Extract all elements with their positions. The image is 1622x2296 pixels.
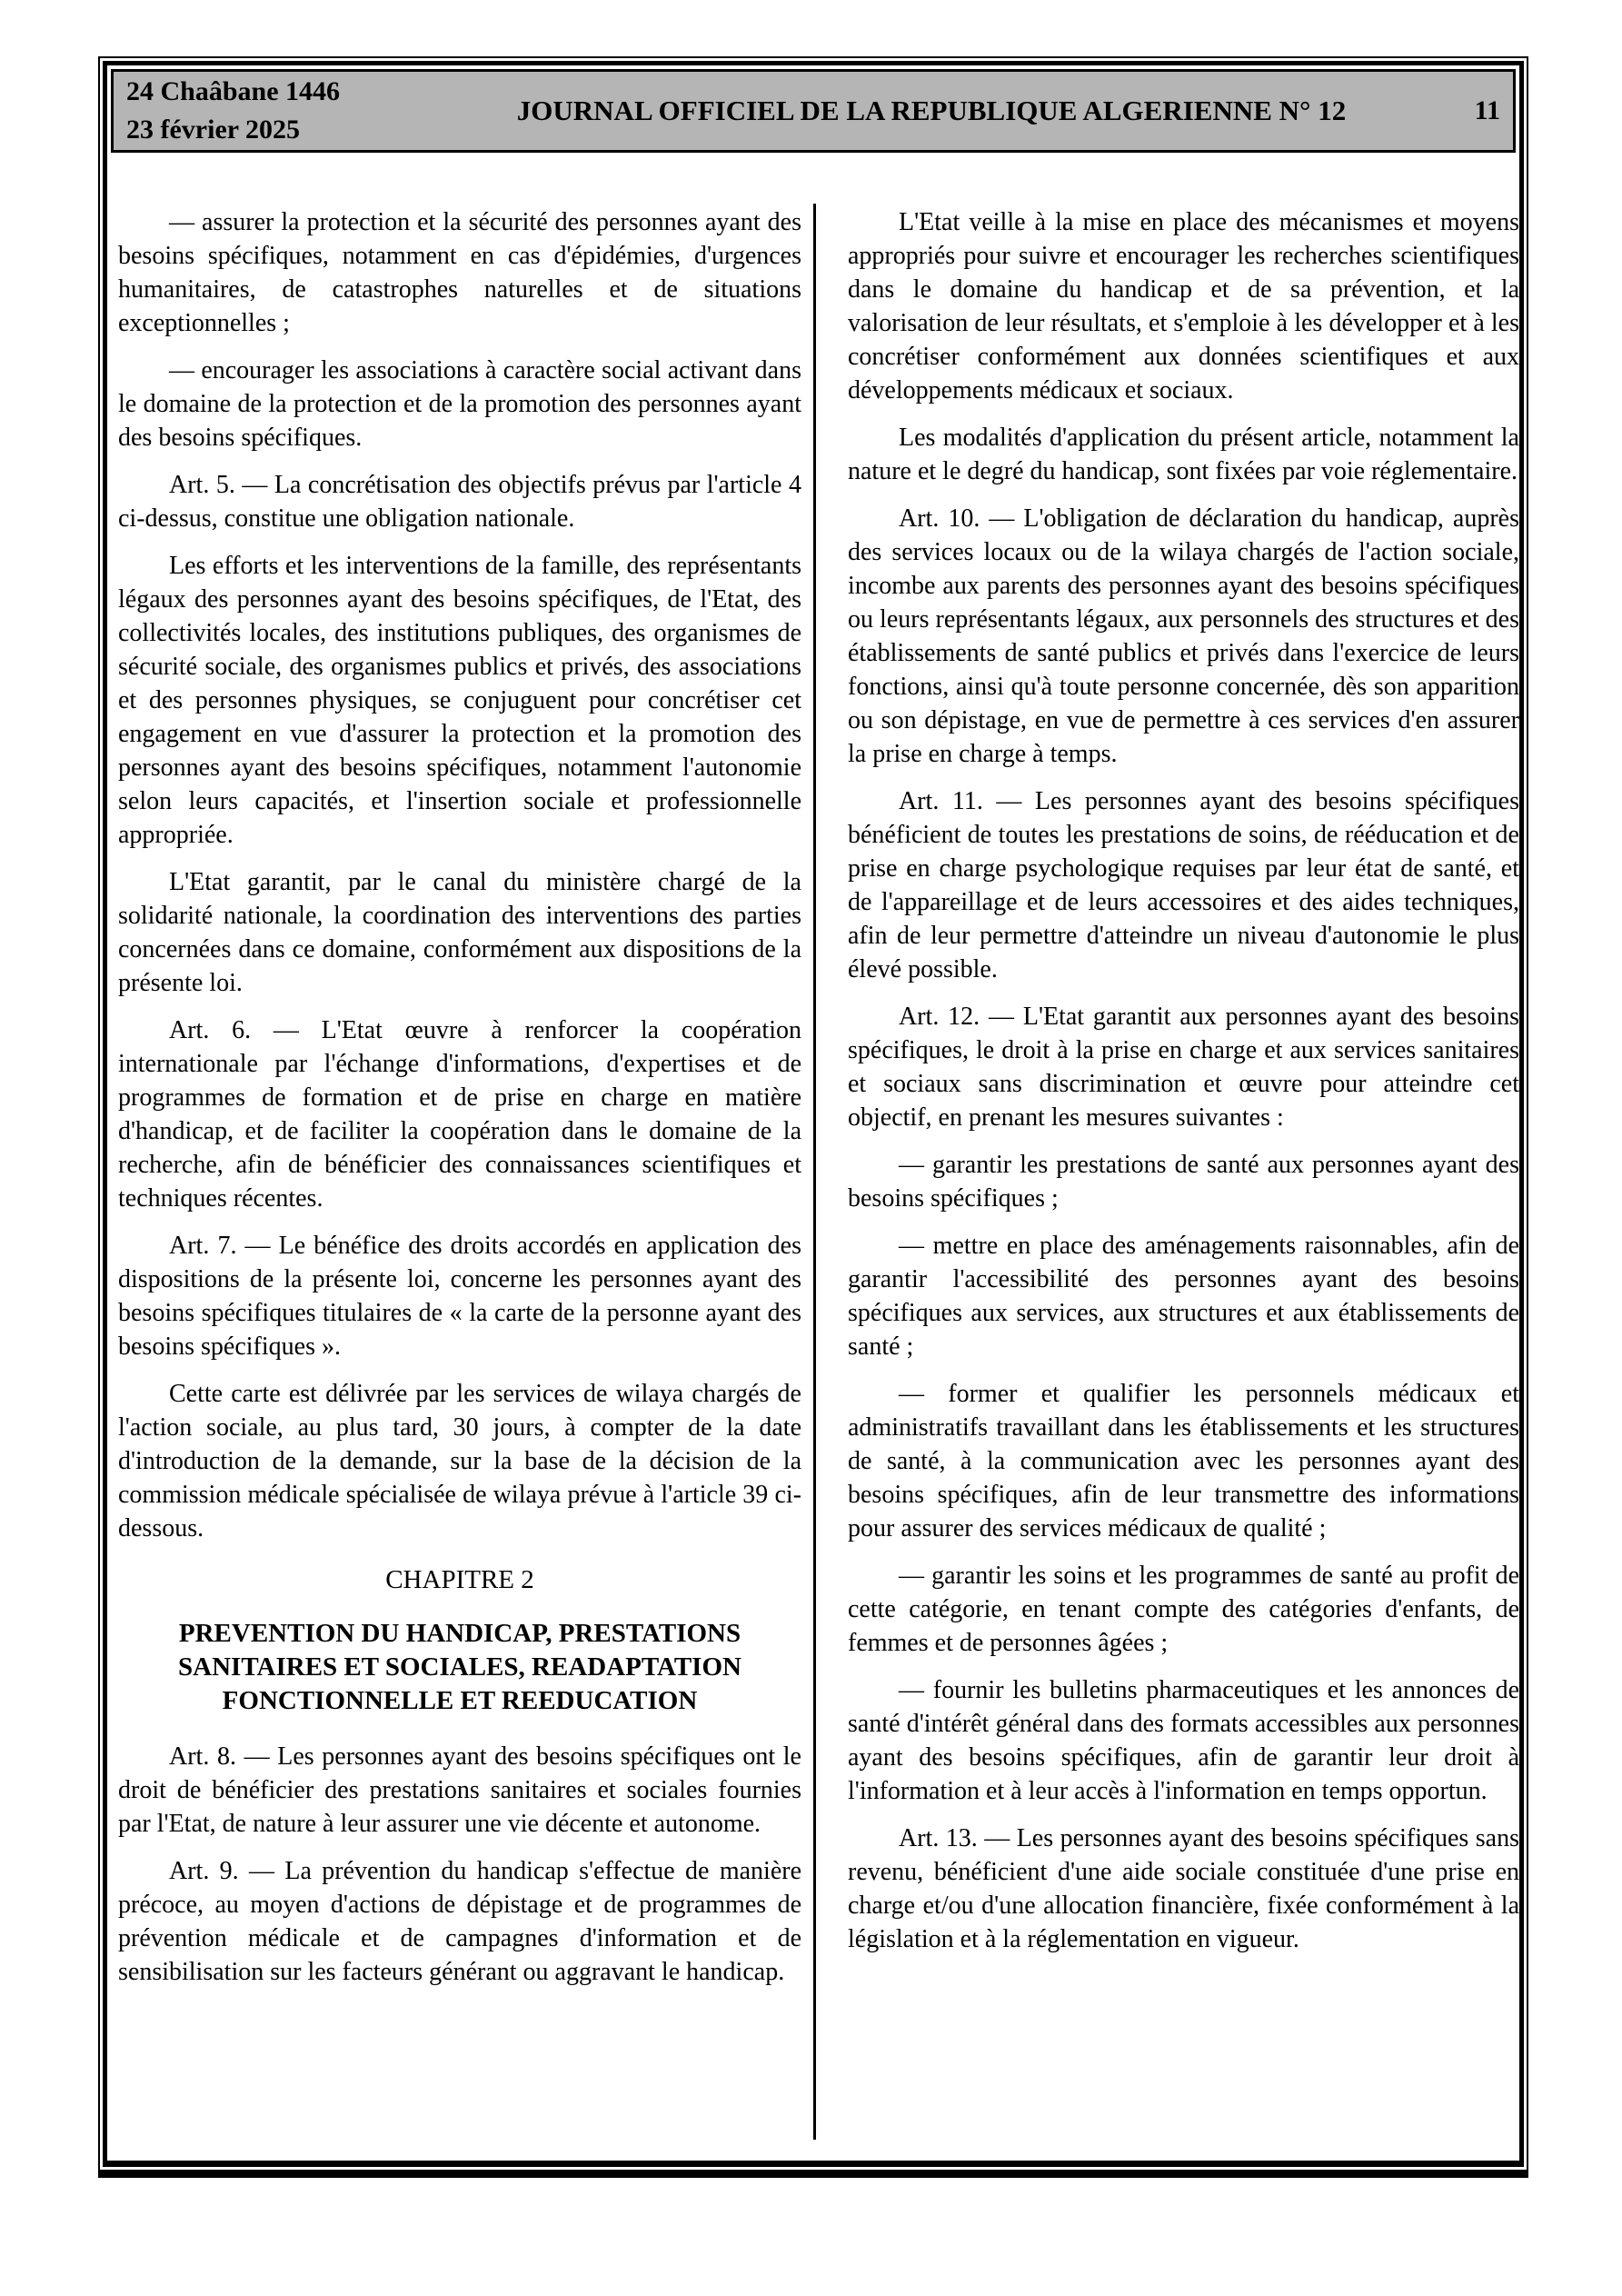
dash-item: — mettre en place des aménagements raisonnables, afin de garantir l'accessibilité des personnes ayant des besoins spécifiques aux services, aux structures et aux établissements de santé ; (848, 1232, 1519, 1361)
article-paragraph: Art. 8. — Les personnes ayant des besoins spécifiques ont le droit de bénéficier des prestations sanitaires et sociales fournies par l'Etat, de nature à leur assurer une vie décente et autonome. (118, 1742, 801, 1838)
column-divider (813, 204, 816, 2140)
paragraph: Les efforts et les interventions de la famille, des représentants légaux des personnes ayant des besoins spécifiques, de l'Etat, des collectivités locales, des institutions publiques, des organismes de sécurité sociale, des organismes publics et privés, des associations et des personnes physiques, se conjuguent pour concrétiser cet engagement en vue d'assurer la protection et la promotion des personnes ayant des besoins spécifiques, notamment l'autonomie selon leurs capacités, et l'insertion sociale et professionnelle appropriée. (118, 552, 801, 849)
article-paragraph: Art. 12. — L'Etat garantit aux personnes ayant des besoins spécifiques, le droit à la prise en charge et aux services sanitaires et sociaux sans discrimination et œuvre pour atteindre cet objectif, en prenant les mesures suivantes : (848, 1003, 1519, 1132)
dash-item: — garantir les prestations de santé aux personnes ayant des besoins spécifiques ; (848, 1151, 1519, 1213)
paragraph: Cette carte est délivrée par les services de wilaya chargés de l'action sociale, au plus tard, 30 jours, à compter de la date d'introduction de la demande, sur la base de la décision de la commission médicale spécialisée de wilaya prévue à l'article 39 ci-dessous. (118, 1380, 801, 1542)
paragraph: L'Etat veille à la mise en place des mécanismes et moyens appropriés pour suivre et encourager les recherches scientifiques dans le domaine du handicap et de sa prévention, et la valorisation de leur résultats, et s'emploie à les développer et à les concrétiser conformément aux données scientifiques et aux développements médicaux et sociaux. (848, 208, 1519, 404)
header-dates (126, 73, 426, 149)
chapter-label: CHAPITRE 2 (385, 1565, 534, 1594)
journal-title: JOURNAL OFFICIEL DE LA REPUBLIQUE ALGERIENNE N° 12 (516, 95, 1347, 126)
article-paragraph: Art. 11. — Les personnes ayant des besoins spécifiques bénéficient de toutes les prestations de soins, de rééducation et de prise en charge psychologique requises par leur état de santé, et de l'appareillage et de leurs accessoires et des aides techniques, afin de leur permettre d'atteindre un niveau d'autonomie le plus élevé possible. (848, 787, 1519, 983)
date-gregorian: 23 février 2025 (126, 115, 301, 145)
dash-item: — assurer la protection et la sécurité des personnes ayant des besoins spécifiques, notamment en cas d'épidémies, d'urgences humanitaires, de catastrophes naturelles et de situations exceptionnelles ; (118, 208, 801, 337)
article-paragraph: Art. 7. — Le bénéfice des droits accordés en application des dispositions de la présente loi, concerne les personnes ayant des besoins spécifiques titulaires de « la carte de la personne ayant des besoins spécifiques ». (118, 1232, 801, 1361)
page-header (111, 69, 1516, 153)
article-paragraph: Art. 13. — Les personnes ayant des besoins spécifiques sans revenu, bénéficient d'une aide sociale constituée d'une prise en charge et/ou d'une allocation financière, fixée conformément à la législation et à la réglementation en vigueur. (848, 1824, 1519, 1953)
dash-item: — fournir les bulletins pharmaceutiques et les annonces de santé d'intérêt général dans des formats accessibles aux personnes ayant des besoins spécifiques, afin de garantir leur droit à l'information et à leur accès à l'information en temps opportun. (848, 1676, 1519, 1805)
article-paragraph: Art. 5. — La concrétisation des objectifs prévus par l'article 4 ci-dessus, constitue une obligation nationale. (118, 471, 801, 533)
dash-item: — garantir les soins et les programmes de santé au profit de cette catégorie, en tenant compte des catégories d'enfants, de femmes et de personnes âgées ; (848, 1562, 1519, 1657)
article-paragraph: Art. 10. — L'obligation de déclaration du handicap, auprès des services locaux ou de la wilaya chargés de l'action sociale, incombe aux parents des personnes ayant des besoins spécifiques ou leurs représentants légaux, aux personnels des structures et des établissements de santé publics et privés dans l'exercice de leurs fonctions, ainsi qu'à toute personne concernée, dès son apparition ou son dépistage, en vue de permettre à ces services d'en assurer la prise en charge à temps. (848, 504, 1519, 768)
right-column (848, 205, 1519, 1970)
paragraph: L'Etat garantit, par le canal du ministère chargé de la solidarité nationale, la coordination des interventions des parties concernées dans ce domaine, conformément aux dispositions de la présente loi. (118, 868, 801, 997)
dash-item: — encourager les associations à caractère social activant dans le domaine de la protection et de la promotion des personnes ayant des besoins spécifiques. (118, 356, 801, 452)
page-number: 11 (1474, 95, 1500, 125)
chapter-title: PREVENTION DU HANDICAP, PRESTATIONS SANITAIRES ET SOCIALES, READAPTATION FONCTIONNELLE ET REEDUCATION (178, 1619, 741, 1715)
date-hijri: 24 Chaâbane 1446 (126, 76, 341, 106)
left-column (118, 205, 801, 2002)
paragraph: Les modalités d'application du présent article, notamment la nature et le degré du handicap, sont fixées par voie réglementaire. (848, 424, 1519, 485)
article-paragraph: Art. 6. — L'Etat œuvre à renforcer la coopération internationale par l'échange d'informations, d'expertises et de programmes de formation et de prise en charge en matière d'handicap, et de faciliter la coopération dans le domaine de la recherche, afin de bénéficier des connaissances scientifiques et techniques récentes. (118, 1016, 801, 1213)
article-paragraph: Art. 9. — La prévention du handicap s'effectue de manière précoce, au moyen d'actions de dépistage et de programmes de prévention médicale et de campagnes d'information et de sensibilisation sur les facteurs générant ou aggravant le handicap. (118, 1857, 801, 1986)
dash-item: — former et qualifier les personnels médicaux et administratifs travaillant dans les établissements et les structures de santé, à la communication avec les personnes ayant des besoins spécifiques, afin de leur transmettre des informations pour assurer des services médicaux de qualité ; (848, 1380, 1519, 1542)
